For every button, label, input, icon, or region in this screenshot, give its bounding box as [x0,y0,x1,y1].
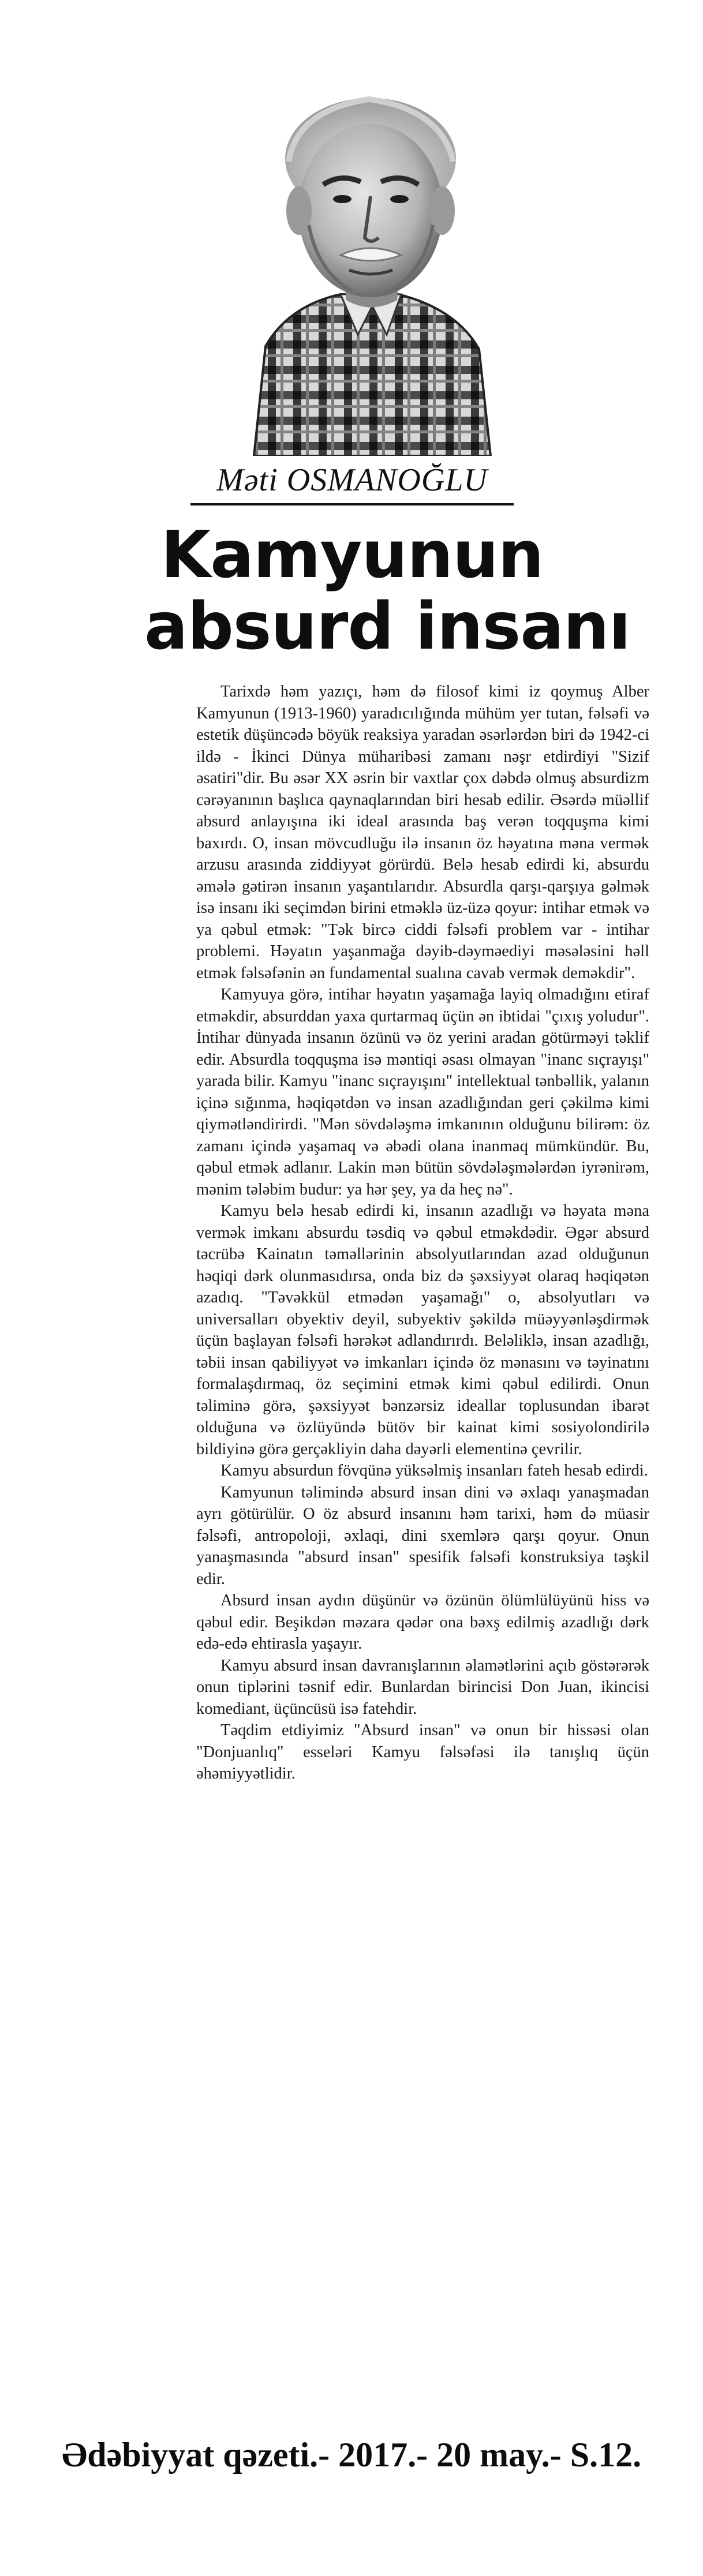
article-paragraph: Kamyunun təlimində absurd insan dini və əxlaqı yanaşmadan ayrı götürülür. O öz absurd insanını həm tarixi, həm də müasir fəlsəfi, antropoloji, əxlaqi, dini sxemlərə qarşı qoyur. Onun yanaşmasında "absurd insan" spesifik fəlsəfi konstruksiya təşkil edir. [196,1483,649,1588]
article-paragraph: Təqdim etdiyimiz "Absurd insan" və onun bir hissəsi olan "Donjuanlıq" esseləri Kamyu fəlsəfəsi ilə tanışlıq üçün əhəmiyyətlidir. [196,1721,649,1783]
article-paragraph: Kamyu absurd insan davranışlarının əlamətlərini açıb göstərərək onun tiplərini təsnif edir. Bunlardan birincisi Don Juan, ikincisi komediant, üçüncüsü isə fatehdir. [196,1656,649,1718]
article-paragraph: Kamyu belə hesab edirdi ki, insanın azadlığı və həyata məna vermək imkanı absurdu təsdiq və qəbul etməkdədir. Əgər absurd təcrübə Kainatın təməllərinin absolyutlarından azad olduğunun həqiqi dərk olunmasıdırsa, onda biz də şəxsiyyət olaraq həqiqətən azadıq. "Təvəkkül etmədən yaşamağı" o, absolyutları və universalları obyektiv deyil, subyektiv şəkildə müəyyənləşdirmək üçün başlayan fəlsəfi hərəkət adlandırırdı. Beləliklə, insan azadlığı, təbii insan qabiliyyət və imkanları içində öz mənasını və təyinatını formalaşdırmaq, öz seçimini etmək kimi qəbul edilirdi. Onun təliminə görə, şəxsiyyət bənzərsiz ideallar toplusundan ibarət olduğuna və özlüyündə bütöv bir kainat kimi sosiyolondirilə bildiyinə görə gerçəkliyin daha dəyərli elementinə çevrilir. [196,1202,649,1458]
article-body [196,681,649,1785]
byline-underline [190,503,514,506]
article-paragraph: Kamyuya görə, intihar həyatın yaşamağa layiq olmadığını etiraf etməkdir, absurddan yaxa qurtarmaq üçün ən ibtidai "çıxış yoludur". İntihar dünyada insanın özünü və öz yerini aradan götürməyi təklif edir. Absurdla toqquşma isə məntiqi əsası olmayan "inanc sıçrayışı" yarada bilir. Kamyu "inanc sıçrayışını" intellektual tənbəllik, yalanın içinə sığınma, həqiqətdən və insan azadlığından geri çəkilmə kimi qiymətləndirirdi. "Mən sövdələşmə imkanının olduğunu bilirəm: öz zamanı içində yaşamaq və əbədi olana inanmaq mümkündür. Bu, qəbul etmək adlanır. Lakin mən bütün sövdələşmələrdən iyrənirəm, mənim tələbim budur: ya hər şey, ya da heç nə". [196,986,649,1199]
headline-line-1: Kamyunun [160,518,544,593]
article-paragraph: Kamyu absurdun fövqünə yüksəlmiş insanları fateh hesab edirdi. [220,1462,648,1480]
author-portrait [242,87,496,456]
article-headline [144,518,631,664]
author-byline: Məti OSMANOĞLU [216,462,488,498]
source-citation: Ədəbiyyat qəzeti.- 2017.- 20 may.- S.12. [61,2436,642,2474]
article-paragraph: Absurd insan aydın düşünür və özünün ölümlülüyünü hiss və qəbul edir. Beşikdən məzara qədər ona bəxş edilmiş azadlığı dərk edə-edə ehtirasla yaşayır. [196,1592,649,1653]
article-paragraph: Tarixdə həm yazıçı, həm də filosof kimi iz qoymuş Alber Kamyunun (1913-1960) yaradıcılığında mühüm yer tutan, fəlsəfi və estetik düşüncədə böyük reaksiya yaradan əsərlərdən biri də 1942-ci ildə - İkinci Dünya müharibəsi zamanı nəşr etdirdiyi "Sizif əsatiri"dir. Bu əsər XX əsrin bir vaxtlar çox dəbdə olmuş absurdizm cərəyanının başlıca qaynaqlarından biri hesab edilir. Əsərdə müəllif absurd anlayışına iki ideal arasında baş verən toqquşma kimi baxırdı. O, insan mövcudluğu ilə insanın öz həyatına məna vermək arzusu arasında ziddiyyət görürdü. Belə hesab edirdi ki, absurdu əmələ gətirən insanın yaşantılarıdır. Absurdla qarşı-qarşıya gəlmək isə insanı iki seçimdən birini etməklə üz-üzə qoyur: intihar etmək və ya qəbul etmək: "Tək bircə ciddi fəlsəfi problem var - intihar problemi. Həyatın yaşanmağa dəyib-dəyməediyi məsələsini həll etmək fəlsəfənin ən fundamental sualına cavab vermək deməkdir". [196,683,649,982]
headline-line-2: absurd insanı [144,589,631,664]
